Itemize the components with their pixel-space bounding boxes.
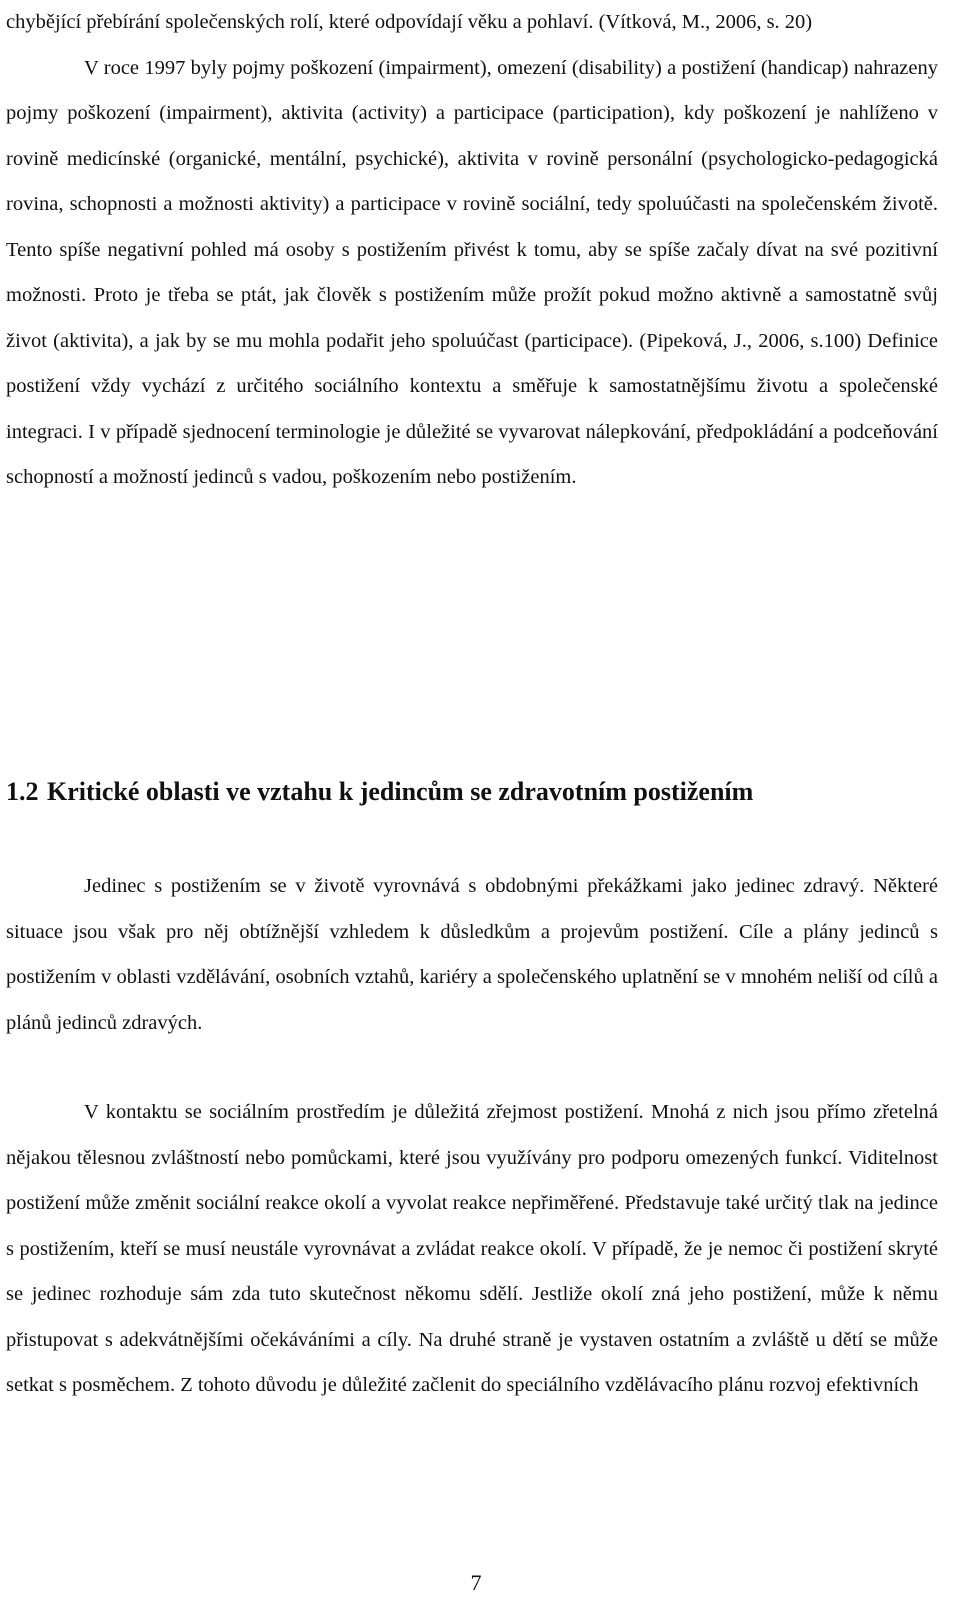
- paragraph-social-contact: V kontaktu se sociálním prostředím je důležitá zřejmost postižení. Mnohá z nich jsou přímo zřetelná nějakou tělesnou zvláštností nebo pomůckami, které jsou využívány pro podporu omezených funkcí. Viditelnost postižení může změnit sociální reakce okolí a vyvolat reakce nepřiměřené. Představuje také určitý tlak na jedince s postižením, kteří se musí neustále vyrovnávat a zvládat reakce okolí. V případě, že je nemoc či postižení skryté se jedinec rozhoduje sám zda tuto skutečnost někomu sdělí. Jestliže okolí zná jeho postižení, může k němu přistupovat s adekvátnějšími očekáváními a cíly. Na druhé straně je vystaven ostatním a zvláště u dětí se může setkat s posměchem. Z tohoto důvodu je důležité začlenit do speciálního vzdělávacího plánu rozvoj efektivních: [6, 1101, 938, 1396]
- document-page: [6, 0, 938, 1610]
- section-heading: [6, 776, 938, 808]
- paragraph-obstacles: Jedinec s postižením se v životě vyrovnává s obdobnými překážkami jako jedinec zdravý. Některé situace jsou však pro něj obtížnější vzhledem k důsledkům a projevům postižení. Cíle a plány jedinců s postižením v oblasti vzdělávání, osobních vztahů, kariéry a společenského uplatnění se v mnohém neliší od cílů a plánů jedinců zdravých.: [6, 875, 938, 1034]
- page-number: 7: [470, 1570, 482, 1595]
- paragraph-continuation: chybějící přebírání společenských rolí, které odpovídají věku a pohlaví. (Vítková, M., 2006, s. 20): [6, 11, 813, 33]
- paragraph-terminology: V roce 1997 byly pojmy poškození (impairment), omezení (disability) a postižení (handicap) nahrazeny pojmy poškození (impairment), aktivita (activity) a participace (participation), kdy poškození je nahlíženo v rovině medicínské (organické, mentální, psychické), aktivita v rovině personální (psychologicko-pedagogická rovina, schopnosti a možnosti aktivity) a participace v rovině sociální, tedy spoluúčasti na společenském životě. Tento spíše negativní pohled má osoby s postižením přivést k tomu, aby se spíše začaly dívat na své pozitivní možnosti. Proto je třeba se ptát, jak člověk s postižením může prožít pokud možno aktivně a samostatně svůj život (aktivita), a jak by se mu mohla podařit jeho spoluúčast (participace). (Pipeková, J., 2006, s.100) Definice postižení vždy vychází z určitého sociálního kontextu a směřuje k samostatnějšímu životu a společenské integraci. I v případě sjednocení terminologie je důležité se vyvarovat nálepkování, předpokládání a podceňování schopností a možností jedinců s vadou, poškozením nebo postižením.: [6, 56, 938, 488]
- section-title: Kritické oblasti ve vztahu k jedincům se zdravotním postižením: [47, 777, 754, 806]
- intro-section: [6, 0, 938, 501]
- section-number: 1.2: [6, 777, 39, 806]
